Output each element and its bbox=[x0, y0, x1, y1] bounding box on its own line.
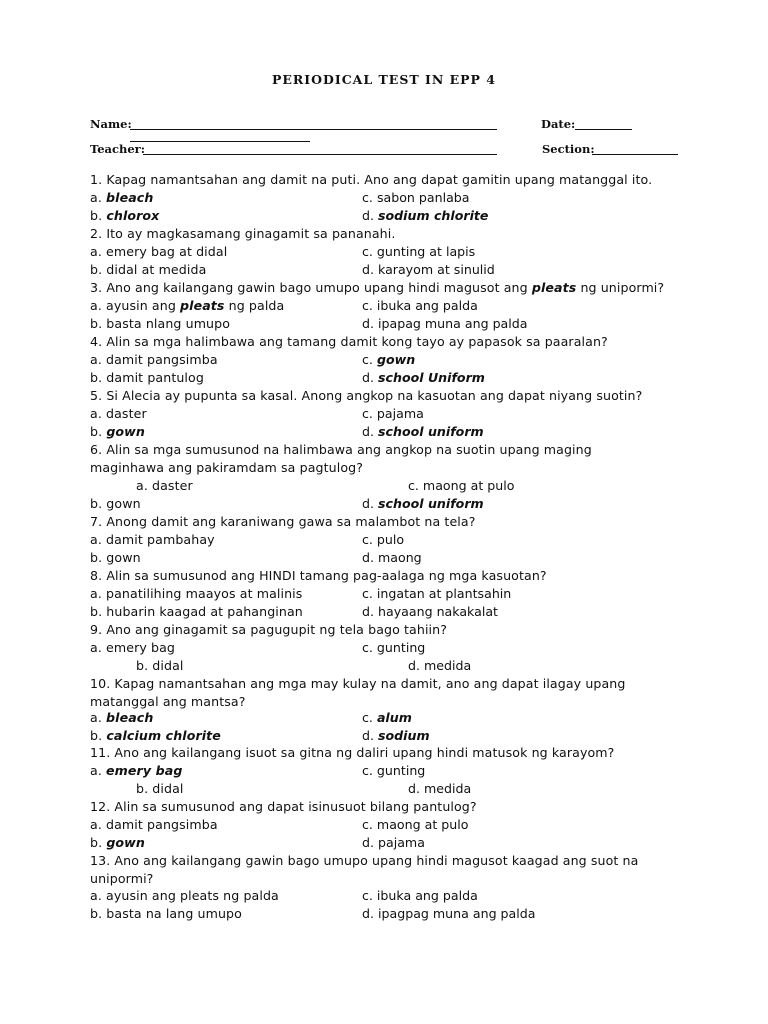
choice-7d[interactable]: d. maong bbox=[362, 550, 422, 565]
choice-6a[interactable]: a. daster bbox=[136, 478, 193, 493]
choice-10d[interactable] bbox=[362, 727, 430, 745]
question-6-cont: maginhawa ang pakiramdam sa pagtulog? bbox=[90, 460, 364, 475]
choice-4a[interactable]: a. damit pangsimba bbox=[90, 352, 218, 367]
choice-3c[interactable]: c. ibuka ang palda bbox=[362, 298, 478, 313]
choice-10a[interactable] bbox=[90, 709, 153, 727]
choice-2a[interactable]: a. emery bag at didal bbox=[90, 244, 228, 259]
choice-9c[interactable]: c. gunting bbox=[362, 640, 426, 655]
choice-letter: a. bbox=[90, 190, 107, 205]
choice-7c[interactable]: c. pulo bbox=[362, 532, 405, 547]
choice-13d[interactable]: d. ipagpag muna ang palda bbox=[362, 906, 536, 921]
section-label: Section: bbox=[542, 142, 595, 156]
choice-text: school Uniform bbox=[378, 370, 485, 385]
choice-2d[interactable]: d. karayom at sinulid bbox=[362, 262, 495, 277]
date-field[interactable] bbox=[575, 129, 632, 130]
choice-letter: b. bbox=[90, 424, 107, 439]
section-field[interactable] bbox=[592, 154, 678, 155]
choice-4c[interactable] bbox=[362, 351, 415, 369]
choice-9d[interactable]: d. medida bbox=[408, 658, 472, 673]
choice-8c[interactable]: c. ingatan at plantsahin bbox=[362, 586, 512, 601]
choice-text: bleach bbox=[106, 190, 154, 205]
choice-7b[interactable]: b. gown bbox=[90, 550, 141, 565]
choice-11c[interactable]: c. gunting bbox=[362, 763, 426, 778]
choice-8a[interactable]: a. panatilihing maayos at malinis bbox=[90, 586, 303, 601]
question-13-cont: unipormi? bbox=[90, 871, 154, 886]
choice-13c[interactable]: c. ibuka ang palda bbox=[362, 888, 478, 903]
choice-6d[interactable] bbox=[362, 495, 484, 513]
choice-text: a. ayusin ang bbox=[90, 298, 181, 313]
question-3 bbox=[90, 279, 664, 297]
choice-8d[interactable]: d. hayaang nakakalat bbox=[362, 604, 498, 619]
choice-11b[interactable]: b. didal bbox=[136, 781, 184, 796]
choice-9b[interactable]: b. didal bbox=[136, 658, 184, 673]
question-4: 4. Alin sa mga halimbawa ang tamang damit kong tayo ay papasok sa paaralan? bbox=[90, 334, 608, 349]
question-emphasis: pleats bbox=[531, 280, 577, 295]
choice-text: alum bbox=[376, 710, 412, 725]
choice-letter: a. bbox=[90, 763, 107, 778]
choice-6c[interactable]: c. maong at pulo bbox=[408, 478, 515, 493]
choice-letter: c. bbox=[362, 710, 377, 725]
question-11: 11. Ano ang kailangang isuot sa gitna ng daliri upang hindi matusok ng karayom? bbox=[90, 745, 615, 760]
choice-text: gown bbox=[106, 424, 145, 439]
choice-letter: b. bbox=[90, 208, 107, 223]
choice-2b[interactable]: b. didal at medida bbox=[90, 262, 207, 277]
choice-1d[interactable] bbox=[362, 207, 488, 225]
choice-6b[interactable]: b. gown bbox=[90, 496, 141, 511]
question-6: 6. Alin sa mga sumusunod na halimbawa ang angkop na suotin upang maging bbox=[90, 442, 592, 457]
choice-text: chlorox bbox=[106, 208, 160, 223]
choice-1a[interactable] bbox=[90, 189, 153, 207]
name-field[interactable] bbox=[130, 129, 497, 130]
choice-9a[interactable]: a. emery bag bbox=[90, 640, 176, 655]
choice-10b[interactable] bbox=[90, 727, 221, 745]
question-10-cont: matanggal ang mantsa? bbox=[90, 694, 246, 709]
choice-12c[interactable]: c. maong at pulo bbox=[362, 817, 469, 832]
date-label: Date: bbox=[541, 117, 576, 131]
choice-text: bleach bbox=[106, 710, 154, 725]
choice-letter: a. bbox=[90, 710, 107, 725]
choice-5a[interactable]: a. daster bbox=[90, 406, 147, 421]
choice-text: gown bbox=[106, 835, 145, 850]
choice-text: sabon panlaba bbox=[376, 190, 470, 205]
question-2: 2. Ito ay magkasamang ginagamit sa pananahi. bbox=[90, 226, 396, 241]
choice-5c[interactable]: c. pajama bbox=[362, 406, 424, 421]
choice-letter: c. bbox=[362, 190, 377, 205]
choice-13b[interactable]: b. basta na lang umupo bbox=[90, 906, 242, 921]
choice-text: school uniform bbox=[378, 496, 484, 511]
choice-3d[interactable]: d. ipapag muna ang palda bbox=[362, 316, 528, 331]
choice-3a[interactable] bbox=[90, 297, 284, 315]
page-title: PERIODICAL TEST IN EPP 4 bbox=[271, 72, 497, 87]
name-field-continuation[interactable] bbox=[130, 141, 310, 142]
choice-letter: b. bbox=[90, 835, 107, 850]
question-1: 1. Kapag namantsahan ang damit na puti. Ano ang dapat gamitin upang matanggal ito. bbox=[90, 172, 653, 187]
choice-4d[interactable] bbox=[362, 369, 485, 387]
choice-1c[interactable] bbox=[362, 189, 470, 207]
question-9: 9. Ano ang ginagamit sa pagugupit ng tela bago tahiin? bbox=[90, 622, 448, 637]
choice-text: emery bag bbox=[106, 763, 183, 778]
teacher-label: Teacher: bbox=[90, 142, 145, 156]
choice-3b[interactable]: b. basta nlang umupo bbox=[90, 316, 231, 331]
choice-emphasis: pleats bbox=[180, 298, 225, 313]
question-8: 8. Alin sa sumusunod ang HINDI tamang pag-aalaga ng mga kasuotan? bbox=[90, 568, 547, 583]
choice-12d[interactable]: d. pajama bbox=[362, 835, 425, 850]
choice-letter: d. bbox=[362, 496, 379, 511]
choice-12a[interactable]: a. damit pangsimba bbox=[90, 817, 218, 832]
choice-5b[interactable] bbox=[90, 423, 145, 441]
choice-13a[interactable]: a. ayusin ang pleats ng palda bbox=[90, 888, 279, 903]
question-5: 5. Si Alecia ay pupunta sa kasal. Anong angkop na kasuotan ang dapat niyang suotin? bbox=[90, 388, 643, 403]
question-text: 3. Ano ang kailangang gawin bago umupo upang hindi magusot ang bbox=[90, 280, 532, 295]
choice-letter: d. bbox=[362, 370, 379, 385]
choice-2c[interactable]: c. gunting at lapis bbox=[362, 244, 476, 259]
choice-text: ng palda bbox=[224, 298, 285, 313]
question-13: 13. Ano ang kailangang gawin bago umupo upang hindi magusot kaagad ang suot na bbox=[90, 853, 639, 868]
choice-letter: d. bbox=[362, 728, 379, 743]
choice-letter: d. bbox=[362, 424, 379, 439]
choice-1b[interactable] bbox=[90, 207, 159, 225]
choice-letter: d. bbox=[362, 208, 379, 223]
choice-10c[interactable] bbox=[362, 709, 412, 727]
choice-7a[interactable]: a. damit pambahay bbox=[90, 532, 215, 547]
choice-12b[interactable] bbox=[90, 834, 145, 852]
name-label: Name: bbox=[90, 117, 132, 131]
question-12: 12. Alin sa sumusunod ang dapat isinusuot bilang pantulog? bbox=[90, 799, 477, 814]
choice-text: calcium chlorite bbox=[106, 728, 221, 743]
choice-11a[interactable] bbox=[90, 762, 182, 780]
choice-letter: c. bbox=[362, 352, 377, 367]
choice-4b[interactable]: b. damit pantulog bbox=[90, 370, 204, 385]
choice-5d[interactable] bbox=[362, 423, 484, 441]
choice-text: school uniform bbox=[378, 424, 484, 439]
choice-letter: b. bbox=[90, 728, 107, 743]
question-text: ng unipormi? bbox=[576, 280, 665, 295]
choice-8b[interactable]: b. hubarin kaagad at pahanginan bbox=[90, 604, 303, 619]
choice-text: sodium bbox=[378, 728, 430, 743]
teacher-field[interactable] bbox=[143, 154, 497, 155]
choice-text: sodium chlorite bbox=[378, 208, 489, 223]
choice-11d[interactable]: d. medida bbox=[408, 781, 472, 796]
question-7: 7. Anong damit ang karaniwang gawa sa malambot na tela? bbox=[90, 514, 476, 529]
choice-text: gown bbox=[376, 352, 416, 367]
question-10: 10. Kapag namantsahan ang mga may kulay na damit, ano ang dapat ilagay upang bbox=[90, 676, 626, 691]
